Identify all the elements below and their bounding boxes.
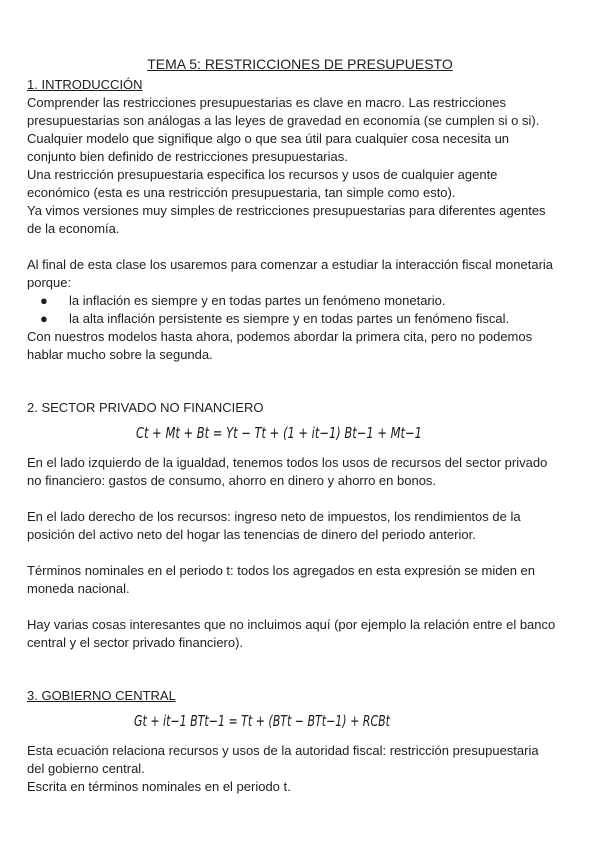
list-item-text: la alta inflación persistente es siempre y en todas partes un fenómeno fiscal.	[69, 311, 510, 326]
text-line: En el lado izquierdo de la igualdad, tenemos todos los usos de recursos del sector privado	[27, 455, 548, 470]
text-line: del gobierno central.	[27, 761, 145, 776]
equation-text: Ct + Mt + Bt = Yt − Tt + (1 + it−1) Bt−1 + Mt−1	[136, 424, 422, 442]
text-line: Términos nominales en el periodo t: todos los agregados en esta expresión se miden en	[27, 563, 536, 578]
text-line: En el lado derecho de los recursos: ingreso neto de impuestos, los rendimientos de la	[27, 509, 521, 524]
list-item	[27, 292, 509, 310]
text-line: presupuestarias son análogas a las leyes de gravedad en economía (se cumplen si o si).	[27, 113, 540, 128]
text-line: Hay varias cosas interesantes que no incluimos aquí (por ejemplo la relación entre el banco	[27, 617, 556, 632]
text-line: Escrita en términos nominales en el periodo t.	[27, 779, 291, 794]
text-line: Al final de esta clase los usaremos para comenzar a estudiar la interacción fiscal monetaria	[27, 257, 554, 272]
section-1-paragraph-3	[27, 328, 582, 364]
text-line: hablar mucho sobre la segunda.	[27, 347, 213, 362]
section-1-paragraph-2	[27, 256, 582, 292]
text-line: Con nuestros modelos hasta ahora, podemos abordar la primera cita, pero no podemos	[27, 329, 533, 344]
text-line: central y el sector privado financiero).	[27, 635, 244, 650]
text-line: Cualquier modelo que signifique algo o que sea útil para cualquier cosa necesita un	[27, 131, 510, 146]
section-2-paragraph-3	[27, 562, 582, 598]
section-2-paragraph-1	[27, 454, 582, 490]
bullet-icon: ●	[40, 311, 48, 326]
section-3-heading: 3. GOBIERNO CENTRAL	[27, 688, 176, 703]
list-item-text: la inflación es siempre y en todas partes un fenómeno monetario.	[69, 293, 446, 308]
text-line: conjunto bien definido de restricciones presupuestarias.	[27, 149, 348, 164]
section-2-heading: 2. SECTOR PRIVADO NO FINANCIERO	[27, 400, 264, 415]
text-line: no financiero: gastos de consumo, ahorro en dinero y ahorro en bonos.	[27, 473, 437, 488]
text-line: Una restricción presupuestaria especifica los recursos y usos de cualquier agente	[27, 167, 498, 182]
text-line: porque:	[27, 275, 72, 290]
list-item	[27, 310, 509, 328]
section-1-paragraph-1	[27, 94, 582, 238]
section-1-heading: 1. INTRODUCCIÓN	[27, 77, 143, 92]
bullet-list	[27, 292, 509, 328]
text-line: de la economía.	[27, 221, 120, 236]
text-line: Esta ecuación relaciona recursos y usos de la autoridad fiscal: restricción presupuestaria	[27, 743, 539, 758]
text-line: económico (esta es una restricción presupuestaria, tan simple como esto).	[27, 185, 456, 200]
page-title: TEMA 5: RESTRICCIONES DE PRESUPUESTO	[147, 56, 453, 72]
government-equation	[128, 706, 398, 734]
text-line: Ya vimos versiones muy simples de restricciones presupuestarias para diferentes agentes	[27, 203, 546, 218]
text-line: Comprender las restricciones presupuestarias es clave en macro. Las restricciones	[27, 95, 507, 110]
section-2-paragraph-4	[27, 616, 582, 652]
equation-text: Gt + it−1 BTt−1 = Tt + (BTt − BTt−1) + RCBt	[134, 712, 391, 730]
bullet-icon: ●	[40, 293, 48, 308]
section-2-paragraph-2	[27, 508, 582, 544]
text-line: moneda nacional.	[27, 581, 130, 596]
text-line: posición del activo neto del hogar las tenencias de dinero del periodo anterior.	[27, 527, 476, 542]
private-sector-equation	[130, 418, 430, 446]
section-3-paragraph-1	[27, 742, 582, 796]
